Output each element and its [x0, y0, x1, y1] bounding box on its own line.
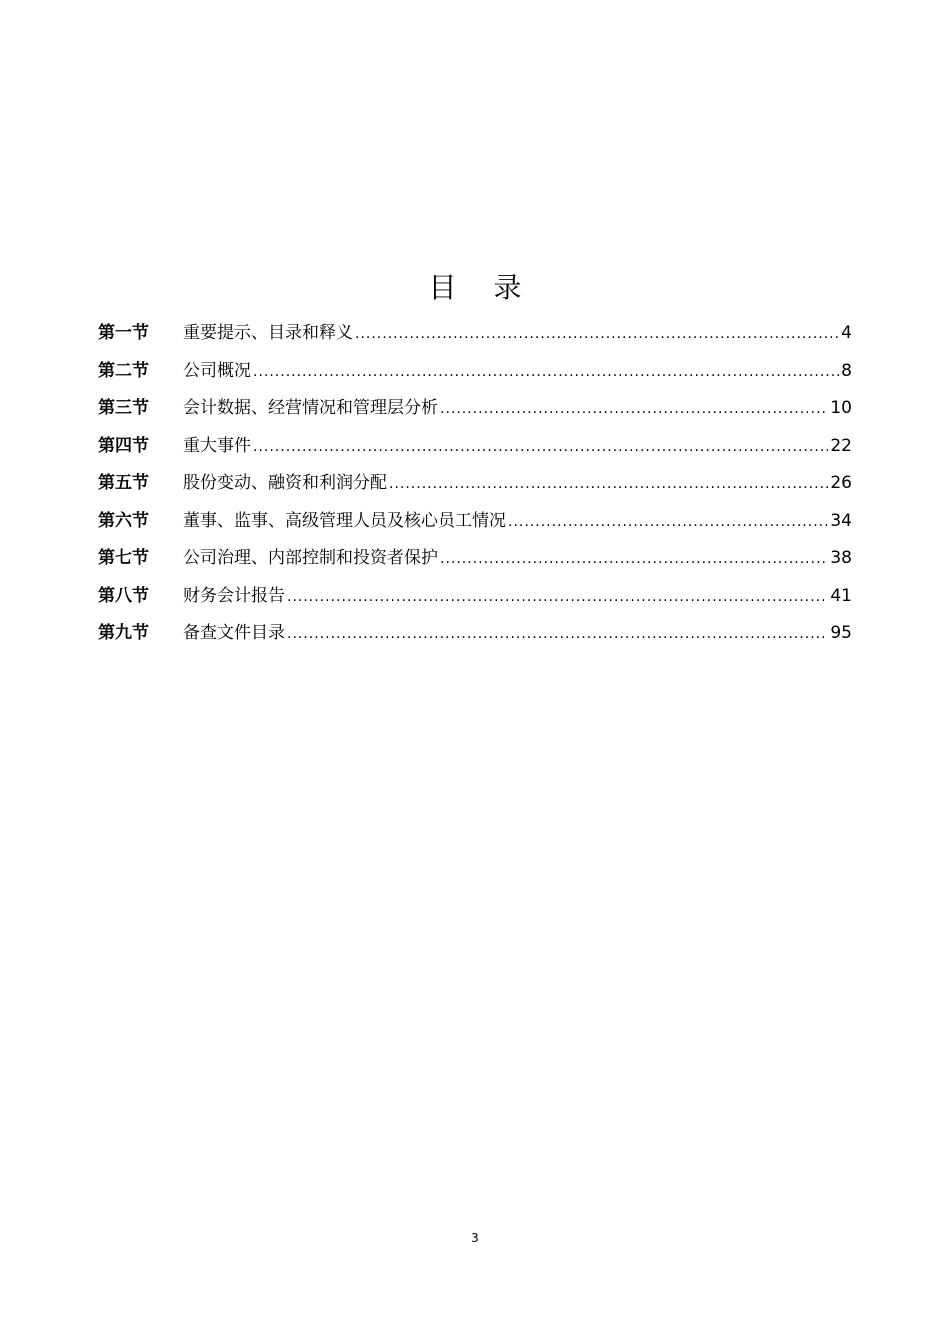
toc-page-number: 26	[830, 473, 852, 493]
toc-entry[interactable]	[98, 503, 852, 541]
toc-page-number: 41	[830, 585, 852, 606]
toc-entry[interactable]	[98, 465, 852, 503]
toc-section-number: 第一节	[98, 323, 149, 343]
toc-section-number: 第二节	[98, 360, 149, 381]
toc-page-number: 95	[830, 623, 852, 643]
toc-page-number: 4	[841, 323, 852, 343]
toc-section-name: 股份变动、融资和利润分配	[183, 473, 387, 493]
toc-entry[interactable]	[98, 540, 852, 578]
toc-dot-leader	[389, 466, 828, 504]
toc-entry[interactable]	[98, 353, 852, 391]
toc-section-number: 第九节	[98, 623, 149, 643]
toc-dot-leader	[253, 429, 828, 467]
toc-section-number: 第七节	[98, 548, 149, 568]
toc-entry[interactable]	[98, 315, 852, 353]
toc-section-name: 公司概况	[183, 360, 251, 381]
toc-dot-leader	[287, 616, 828, 654]
toc-dot-leader	[508, 504, 828, 542]
toc-page-number: 22	[830, 435, 852, 456]
toc-entry[interactable]	[98, 615, 852, 653]
toc-section-number: 第五节	[98, 473, 149, 493]
toc-section-number: 第六节	[98, 510, 149, 531]
toc-section-number: 第八节	[98, 585, 149, 606]
toc-section-number: 第四节	[98, 435, 149, 456]
toc-title: 目 录	[428, 271, 536, 304]
toc-dot-leader	[287, 579, 828, 617]
toc-section-number: 第三节	[98, 398, 149, 418]
toc-entry[interactable]	[98, 578, 852, 616]
toc-entry[interactable]	[98, 428, 852, 466]
toc-section-name: 重大事件	[183, 435, 251, 456]
toc-entry[interactable]	[98, 390, 852, 428]
toc-section-name: 公司治理、内部控制和投资者保护	[183, 548, 438, 568]
toc-dot-leader	[355, 316, 839, 354]
toc-section-name: 财务会计报告	[183, 585, 285, 606]
toc-page-number: 34	[830, 510, 852, 531]
page-footer-number: 3	[471, 1231, 479, 1245]
toc-list	[98, 315, 852, 653]
toc-dot-leader	[253, 354, 839, 392]
toc-page-number: 10	[830, 398, 852, 418]
toc-dot-leader	[440, 391, 828, 429]
toc-section-name: 备查文件目录	[183, 623, 285, 643]
toc-page-number: 38	[830, 548, 852, 568]
toc-page-number: 8	[841, 360, 852, 381]
toc-dot-leader	[440, 541, 828, 579]
toc-section-name: 重要提示、目录和释义	[183, 323, 353, 343]
toc-section-name: 董事、监事、高级管理人员及核心员工情况	[183, 510, 506, 531]
toc-section-name: 会计数据、经营情况和管理层分析	[183, 398, 438, 418]
